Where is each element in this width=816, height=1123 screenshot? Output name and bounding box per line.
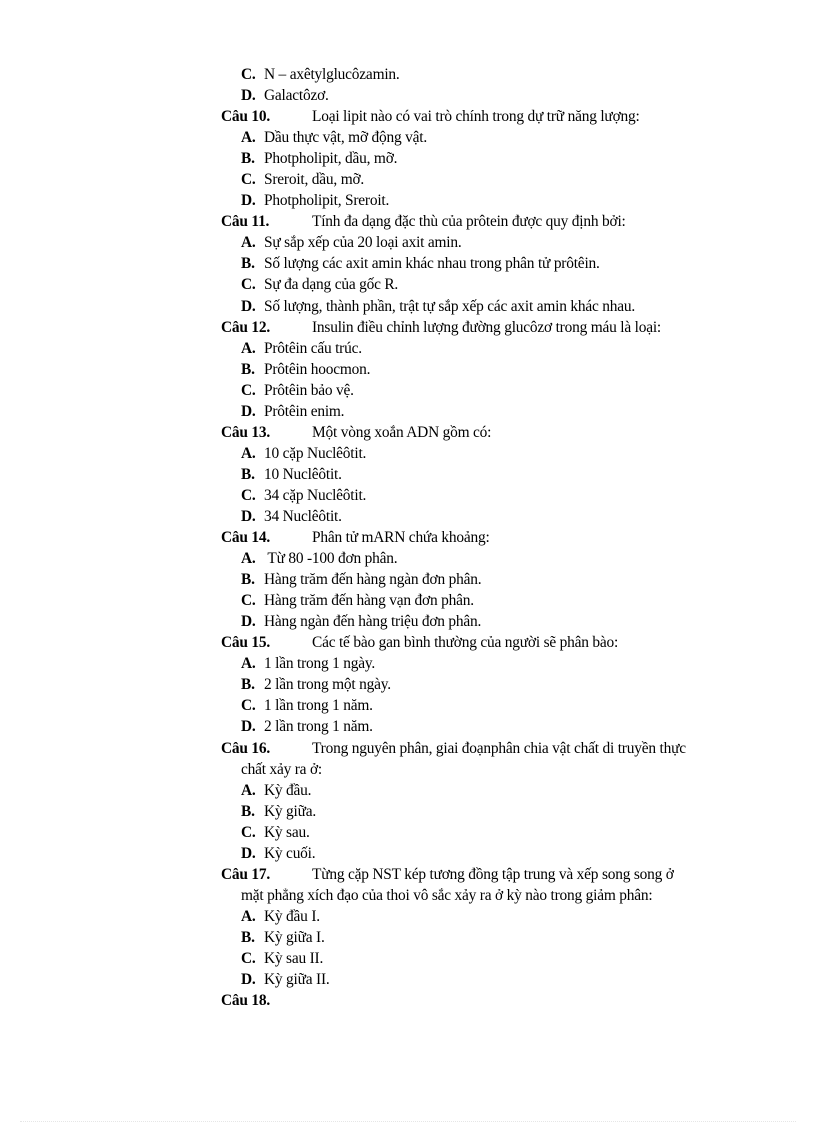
option-letter: C.: [241, 381, 256, 399]
answer-option: [221, 359, 761, 380]
option-letter: A.: [241, 550, 256, 568]
question-stem: [221, 864, 761, 885]
option-letter: D.: [241, 971, 256, 989]
option-letter: A.: [241, 907, 256, 925]
option-text: Từ 80 -100 đơn phân.: [264, 550, 398, 568]
option-text: Kỳ giữa.: [264, 802, 317, 820]
question-stem: [221, 317, 761, 338]
answer-option: [221, 780, 761, 801]
answer-option: [221, 232, 761, 253]
option-letter: D.: [241, 613, 256, 631]
option-text: Số lượng các axit amin khác nhau trong phân tử prôtêin.: [264, 255, 600, 273]
question-text: Insulin điều chỉnh lượng đường glucôzơ trong máu là loại:: [312, 318, 661, 336]
question-number: Câu 10.: [221, 108, 271, 126]
answer-option: [221, 380, 761, 401]
question-stem: [221, 738, 761, 759]
option-letter: B.: [241, 676, 255, 694]
answer-option: [221, 948, 761, 969]
answer-option: [221, 506, 761, 527]
option-text: Dầu thực vật, mỡ động vật.: [264, 129, 428, 147]
question-stem: [221, 632, 761, 653]
answer-option: [221, 569, 761, 590]
option-text: 1 lần trong 1 năm.: [264, 697, 373, 715]
option-text: Sreroit, dầu, mỡ.: [264, 171, 365, 189]
answer-option: [221, 927, 761, 948]
question-block: [221, 106, 761, 211]
question-number: Câu 18.: [221, 992, 271, 1010]
question-text-continued: chất xảy ra ở:: [241, 760, 322, 778]
option-text: 34 Nuclêôtit.: [264, 507, 342, 525]
question-stem: [221, 211, 761, 232]
option-letter: C.: [241, 697, 256, 715]
option-letter: B.: [241, 465, 255, 483]
question-block: [221, 317, 761, 422]
question-text: Tính đa dạng đặc thù của prôtein được quy định bởi:: [312, 213, 626, 231]
answer-option: [221, 443, 761, 464]
question-number: Câu 11.: [221, 213, 270, 231]
option-text: Sự sắp xếp của 20 loại axit amin.: [264, 234, 462, 252]
question-number: Câu 17.: [221, 865, 271, 883]
option-letter: B.: [241, 802, 255, 820]
option-text: Hàng trăm đến hàng vạn đơn phân.: [264, 592, 474, 610]
option-letter: C.: [241, 276, 256, 294]
option-letter: B.: [241, 360, 255, 378]
answer-option: [221, 253, 761, 274]
option-text: Sự đa dạng của gốc R.: [264, 276, 399, 294]
question-number: Câu 16.: [221, 739, 271, 757]
answer-option: [221, 695, 761, 716]
question-block: [221, 527, 761, 632]
option-text: Hàng trăm đến hàng ngàn đơn phân.: [264, 571, 482, 589]
option-text: Prôtêin enim.: [264, 402, 345, 420]
option-letter: A.: [241, 234, 256, 252]
option-letter: C.: [241, 66, 256, 83]
answer-option: [221, 969, 761, 990]
question-text-continued: mặt phẳng xích đạo của thoi vô sắc xảy ra ở kỳ nào trong giảm phân:: [241, 886, 653, 904]
answer-option: [221, 169, 761, 190]
option-letter: D.: [241, 192, 256, 210]
option-text: Kỳ sau II.: [264, 949, 324, 967]
answer-option: [221, 296, 761, 317]
question-number: Câu 15.: [221, 634, 271, 652]
answer-option: [221, 906, 761, 927]
option-text: Galactôzơ.: [264, 87, 329, 105]
page-bottom-rule: [20, 1121, 796, 1122]
option-text: Photpholipit, Sreroit.: [264, 192, 390, 210]
option-letter: D.: [241, 844, 256, 862]
answer-option: [221, 822, 761, 843]
question-block: [221, 738, 761, 864]
option-letter: A.: [241, 444, 256, 462]
option-text: Hàng ngàn đến hàng triệu đơn phân.: [264, 613, 482, 631]
question-number: Câu 14.: [221, 529, 271, 547]
answer-option: [221, 190, 761, 211]
option-text: 2 lần trong một ngày.: [264, 676, 391, 694]
answer-option: [221, 85, 761, 106]
question-block: [221, 864, 761, 990]
answer-option: [221, 127, 761, 148]
option-text: Prôtêin bảo vệ.: [264, 381, 354, 399]
option-text: Kỳ đầu I.: [264, 907, 320, 925]
answer-option: [221, 485, 761, 506]
answer-option: [221, 148, 761, 169]
question-list: [221, 64, 761, 1011]
answer-option: [221, 274, 761, 295]
option-letter: B.: [241, 571, 255, 589]
option-text: 10 Nuclêôtit.: [264, 465, 342, 483]
option-letter: C.: [241, 823, 256, 841]
option-text: Kỳ giữa I.: [264, 928, 325, 946]
option-text: Photpholipit, dầu, mỡ.: [264, 150, 398, 168]
option-text: Prôtêin cấu trúc.: [264, 339, 362, 357]
option-text: Kỳ đầu.: [264, 781, 312, 799]
question-text: Một vòng xoắn ADN gồm có:: [312, 423, 492, 441]
answer-option: [221, 464, 761, 485]
answer-option: [221, 590, 761, 611]
question-text: Các tế bào gan bình thường của người sẽ phân bào:: [312, 634, 619, 652]
answer-option: [221, 611, 761, 632]
option-letter: D.: [241, 87, 256, 105]
option-letter: D.: [241, 718, 256, 736]
option-letter: A.: [241, 655, 256, 673]
answer-option: [221, 653, 761, 674]
option-letter: C.: [241, 949, 256, 967]
option-letter: D.: [241, 507, 256, 525]
question-stem: [221, 990, 761, 1011]
option-text: Prôtêin hoocmon.: [264, 360, 371, 378]
question-stem: [221, 422, 761, 443]
question-stem: [221, 527, 761, 548]
answer-option: [221, 64, 761, 85]
option-letter: A.: [241, 129, 256, 147]
option-letter: D.: [241, 297, 256, 315]
question-stem: [221, 106, 761, 127]
answer-option: [221, 338, 761, 359]
answer-option: [221, 716, 761, 737]
answer-option: [221, 801, 761, 822]
option-letter: A.: [241, 781, 256, 799]
question-block: [221, 422, 761, 527]
answer-option: [221, 674, 761, 695]
answer-option: [221, 843, 761, 864]
answer-option: [221, 548, 761, 569]
option-text: 10 cặp Nuclêôtit.: [264, 444, 367, 462]
question-number: Câu 13.: [221, 423, 271, 441]
option-letter: C.: [241, 171, 256, 189]
question-block: [221, 632, 761, 737]
option-letter: C.: [241, 486, 256, 504]
question-block: [221, 211, 761, 316]
option-letter: B.: [241, 150, 255, 168]
question-text: Trong nguyên phân, giai đoạnphân chia vật chất di truyền thực: [312, 739, 686, 757]
option-text: Kỳ cuối.: [264, 844, 316, 862]
option-text: Số lượng, thành phần, trật tự sắp xếp các axit amin khác nhau.: [264, 297, 636, 315]
option-text: Kỳ giữa II.: [264, 971, 330, 989]
question-text: Phân tử mARN chứa khoảng:: [312, 529, 490, 547]
option-text: Kỳ sau.: [264, 823, 310, 841]
option-letter: D.: [241, 402, 256, 420]
option-letter: B.: [241, 928, 255, 946]
option-text: 34 cặp Nuclêôtit.: [264, 486, 367, 504]
option-letter: B.: [241, 255, 255, 273]
option-text: 2 lần trong 1 năm.: [264, 718, 373, 736]
option-letter: A.: [241, 339, 256, 357]
question-number: Câu 12.: [221, 318, 271, 336]
question-text: Loại lipit nào có vai trò chính trong dự trữ năng lượng:: [312, 108, 640, 126]
answer-option: [221, 401, 761, 422]
option-letter: C.: [241, 592, 256, 610]
question-block: [221, 990, 761, 1011]
question-text: Từng cặp NST kép tương đồng tập trung và xếp song song ở: [312, 865, 674, 883]
option-text: N – axêtylglucôzamin.: [264, 66, 400, 83]
option-text: 1 lần trong 1 ngày.: [264, 655, 376, 673]
